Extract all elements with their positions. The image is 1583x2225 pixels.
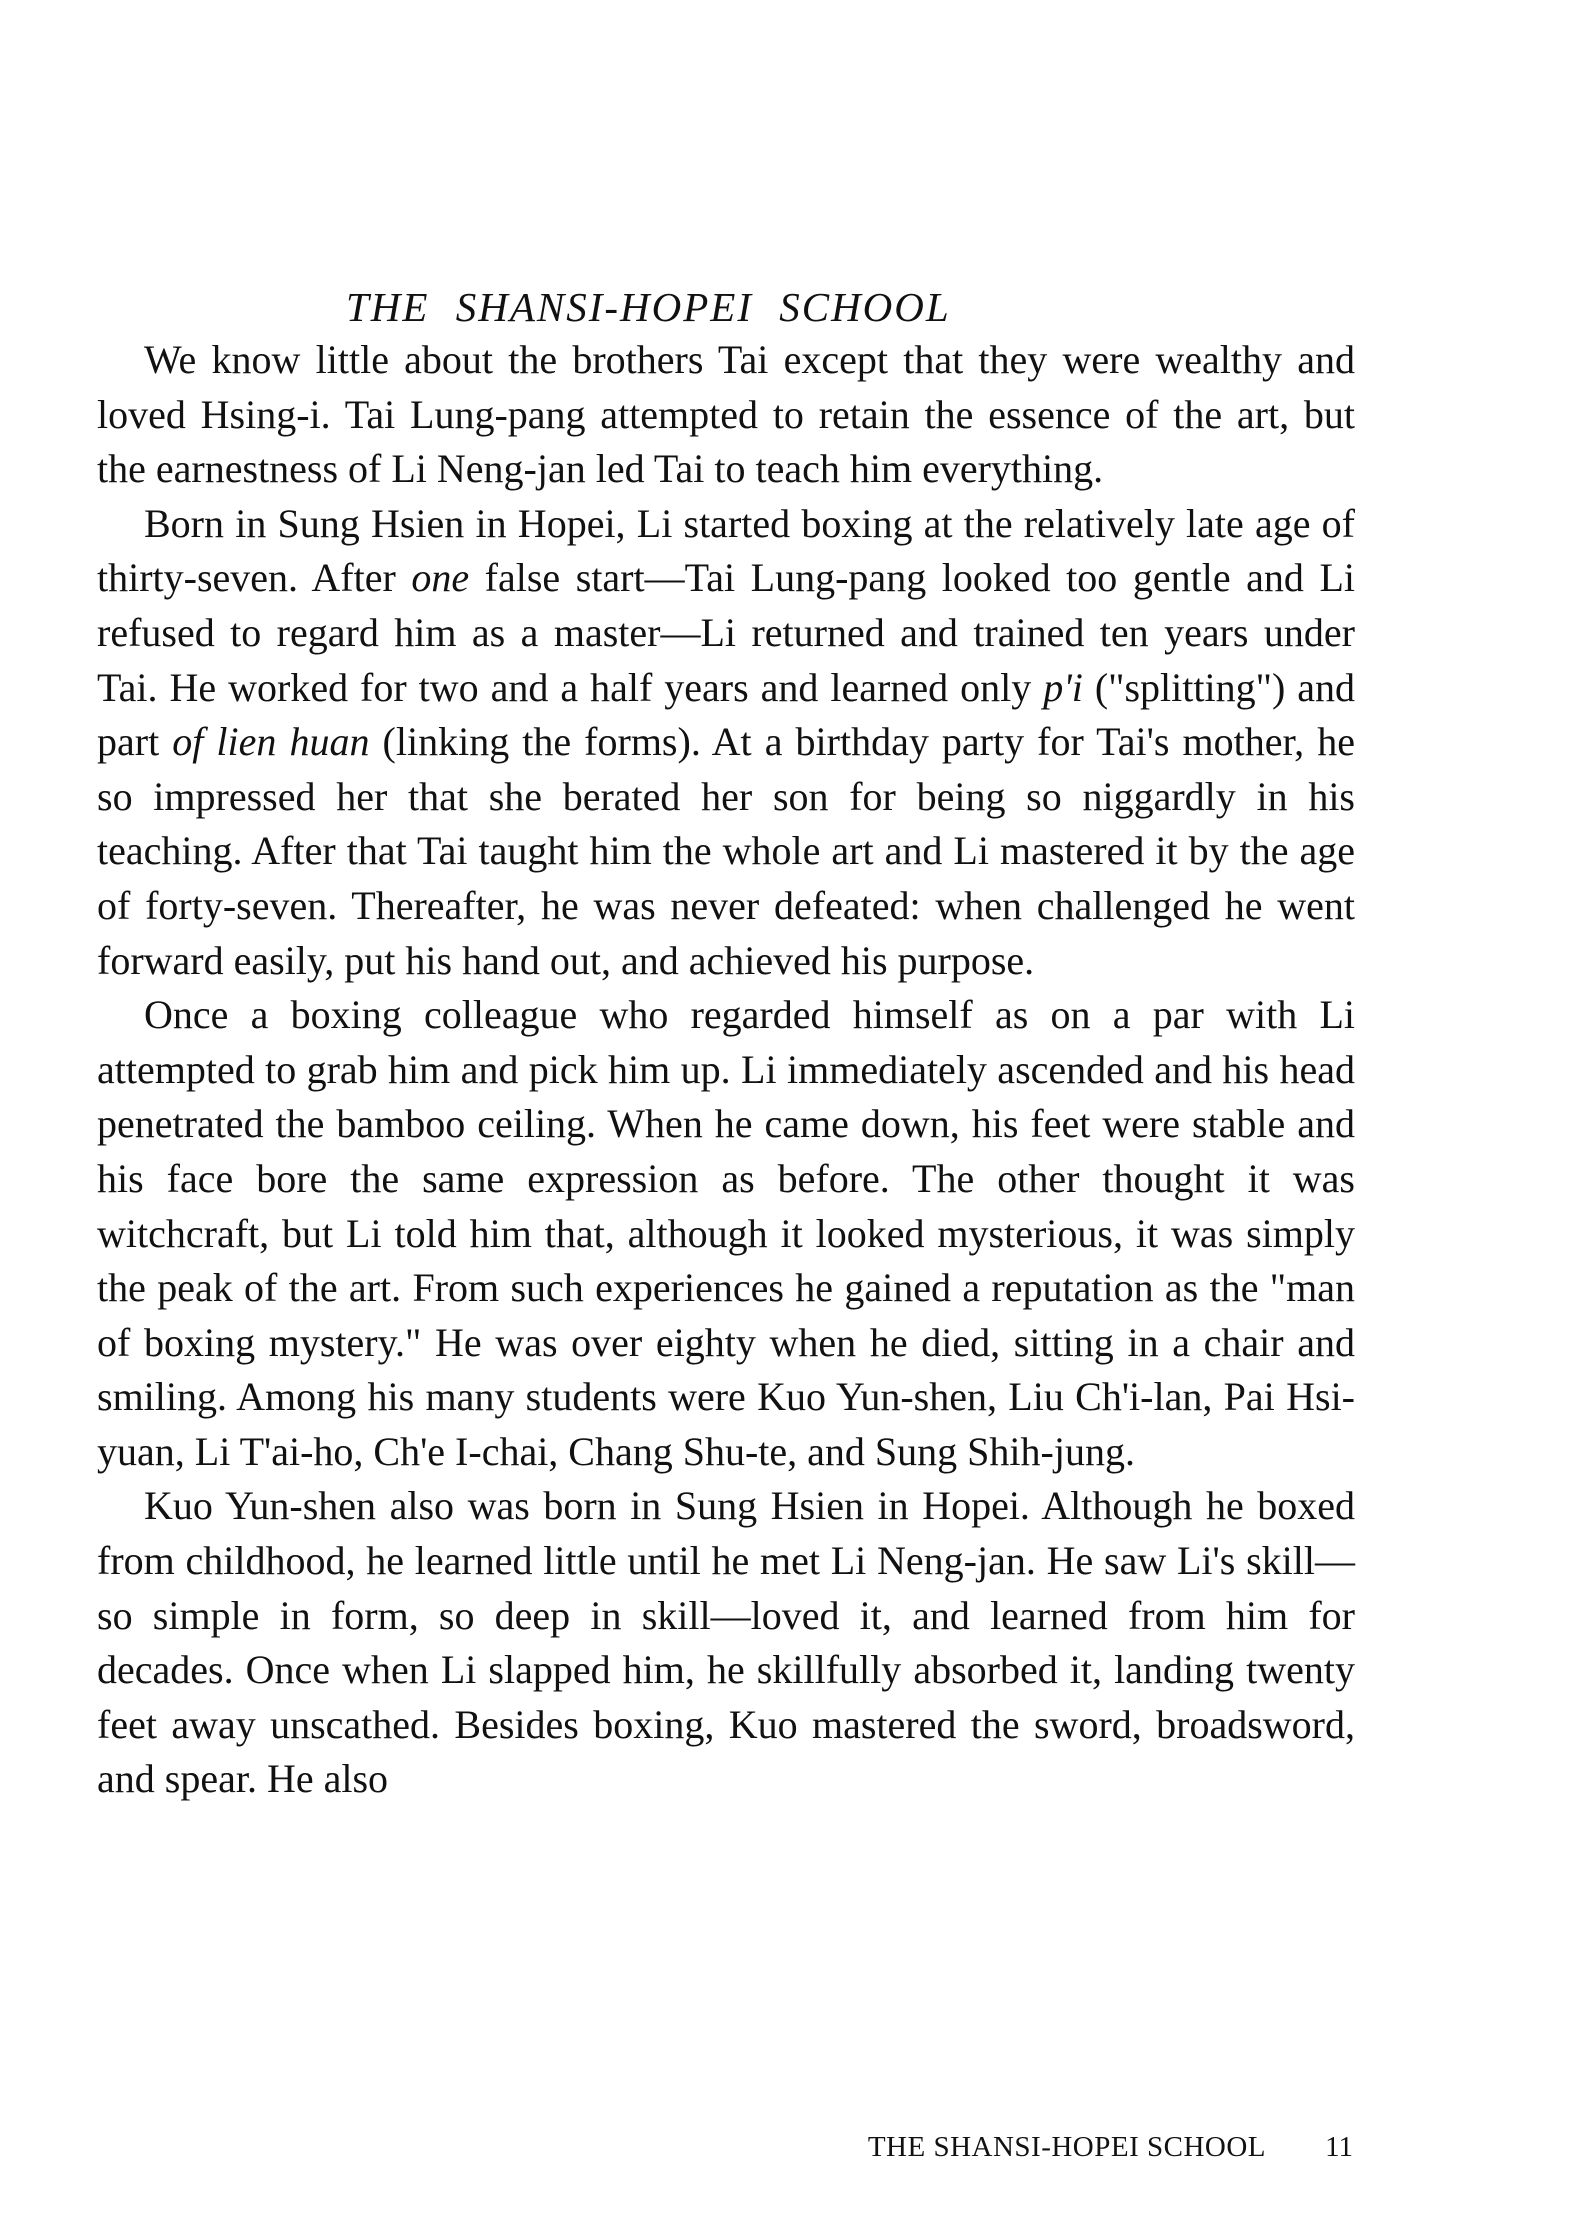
running-head: THE SHANSI-HOPEI SCHOOL (867, 2131, 1266, 2163)
paragraph-li-neng-jan (97, 497, 1355, 988)
paragraph-tai-brothers: We know little about the brothers Tai except that they were wealthy and loved Hsing-i. Tai Lung-pang attempted to retain the essence of the art, but the earnestness of Li Neng-jan led Tai to teach him everything. (97, 337, 1355, 492)
paragraph-kuo-yun-shen: Kuo Yun-shen also was born in Sung Hsien in Hopei. Although he boxed from childhood, he learned little until he met Li Neng-jan. He saw Li's skill—so simple in form, so deep in skill—loved it, and learned from him for decades. Once when Li slapped him, he skillfully absorbed it, landing twenty feet away unscathed. Besides boxing, Kuo mastered the sword, broadsword, and spear. He also (97, 1483, 1355, 1802)
paragraph-boxing-mystery: Once a boxing colleague who regarded himself as on a par with Li attempted to grab him and pick him up. Li immediately ascended and his head penetrated the bamboo ceiling. When he came down, his feet were stable and his face bore the same expression as before. The other thought it was witchcraft, but Li told him that, although it looked mysterious, it was simply the peak of the art. From such experiences he gained a reputation as the "man of boxing mystery." He was over eighty when he died, sitting in a chair and smiling. Among his many students were Kuo Yun-shen, Liu Ch'i-lan, Pai Hsi-yuan, Li T'ai-ho, Ch'e I-chai, Chang Shu-te, and Sung Shih-jung. (97, 992, 1355, 1474)
body-text (97, 333, 1355, 1807)
emphasis-one: one (411, 555, 470, 601)
term-lien-huan: of lien huan (172, 719, 370, 765)
paragraph-li-text-e: ("splitting") and part (97, 664, 1356, 765)
page-number: 11 (1325, 2131, 1353, 2163)
paragraph-li-text-g: (linking the forms). At a birthday party for Tai's mother, he so impressed her that she berated her son for being so niggardly in his teaching. After that Tai taught him the whole art and Li mastered it by the age of forty-seven. Thereafter, he was never defeated: when challenged he went forward easily, put his hand out, and achieved his purpose. (97, 719, 1355, 983)
paragraph-li-text-c: false start—Tai Lung-pang looked too gentle and Li refused to regard him as a master—Li returned and trained ten years under Tai. He worked for two and a half years and learned only (97, 555, 1355, 710)
term-pi: p'i (1043, 664, 1083, 710)
paragraph-li-text-a: Born in Sung Hsien in Hopei, Li started boxing at the relatively late age of thirty-seven. After (97, 500, 1355, 601)
section-title: THE SHANSI-HOPEI SCHOOL (346, 284, 951, 330)
